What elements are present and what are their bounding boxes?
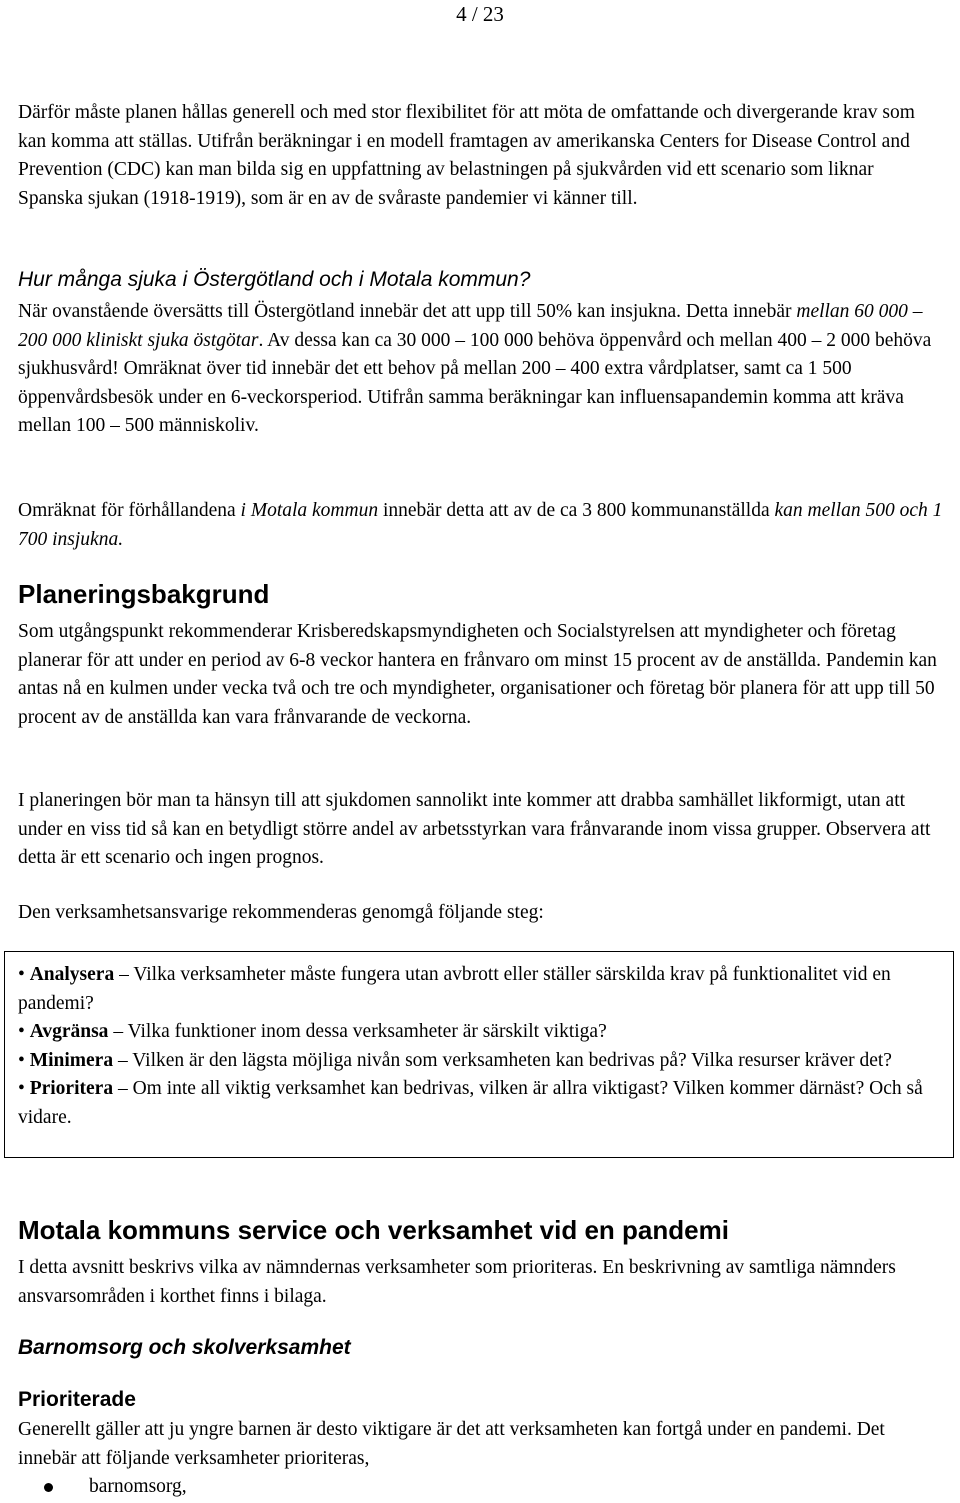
step-text: – Vilken är den lägsta möjliga nivån som verksamheten kan bedrivas på? Vilka resurser kräver det?	[113, 1049, 892, 1071]
step-term: Prioritera	[29, 1078, 114, 1099]
step-term: Avgränsa	[29, 1021, 109, 1042]
bullet: •	[18, 964, 25, 985]
steps-list	[18, 961, 938, 1132]
bullet: •	[18, 1078, 25, 1099]
step-avgransa	[18, 1018, 938, 1047]
planering-heading: Planeringsbakgrund	[18, 579, 270, 609]
motala-estimate-paragraph	[18, 497, 943, 554]
ostergotland-paragraph	[18, 298, 943, 441]
step-minimera	[18, 1047, 938, 1076]
emphasis-text: kan mellan 500 och 1 700 insjukna.	[18, 500, 943, 550]
emphasis-text: i Motala kommun	[240, 500, 379, 521]
prioriterade-subheading: Prioriterade	[18, 1388, 136, 1411]
bullet: •	[18, 1021, 25, 1042]
text-run: innebär detta att av de ca 3 800 kommunanställda	[378, 500, 775, 521]
text-run: . Av dessa kan ca 30 000 – 100 000 behöva öppenvård och mellan 400 – 2 000 behöva sjukhusvård! Omräknat över tid innebär det ett behov på mellan 200 – 400 extra vårdplatser, samt ca 1 500 öppenvårdsbesök under en 6-veckorsperiod. Utifrån samma beräkningar kan influensapandemin komma att kräva mellan 100 – 500 människoliv.	[18, 329, 932, 436]
list-item-text: barnomsorg,	[89, 1476, 187, 1497]
step-analysera	[18, 961, 938, 1018]
text-run: När ovanstående översätts till Östergötland innebär det att upp till 50% kan insjukna. Detta innebär	[18, 301, 797, 322]
motala-paragraph: I detta avsnitt beskrivs vilka av nämndernas verksamheter som prioriteras. En beskrivning av samtliga nämnders ansvarsområden i korthet finns i bilaga.	[18, 1257, 896, 1307]
text-run: Omräknat för förhållandena	[18, 500, 241, 521]
barnomsorg-paragraph: Generellt gäller att ju yngre barnen är desto viktigare är det att verksamheten kan fortgå under en pandemi. Det innebär att följande verksamheter prioriteras,	[18, 1419, 885, 1469]
step-term: Analysera	[29, 964, 115, 985]
planering-paragraph-2: I planeringen bör man ta hänsyn till att sjukdomen sannolikt inte kommer att drabba samhället likformigt, utan att under en viss tid så kan en betydligt större andel av arbetsstyrkan vara frånvarande inom vissa grupper. Observera att detta är ett scenario och ingen prognos.	[18, 790, 931, 868]
step-term: Minimera	[29, 1049, 114, 1071]
bullet: •	[18, 1049, 25, 1071]
step-text: – Vilka verksamheter måste fungera utan avbrott eller ställer särskilda krav på funktionalitet vid en pandemi?	[18, 964, 891, 1014]
step-prioritera	[18, 1075, 938, 1132]
planering-paragraph-1: Som utgångspunkt rekommenderar Krisberedskapsmyndigheten och Socialstyrelsen att myndigheter och företag planerar för att under en period av 6-8 veckor hantera en frånvaro om minst 15 procent av de anställda. Pandemin kan antas nå en kulmen under vecka två och tre och myndigheter, organisationer och företag bör planera för att upp till 50 procent av de anställda kan vara frånvarande de veckorna.	[18, 621, 937, 728]
barnomsorg-heading: Barnomsorg och skolverksamhet	[18, 1336, 351, 1359]
page-number: 4 / 23	[456, 2, 504, 26]
intro-paragraph: Därför måste planen hållas generell och med stor flexibilitet för att möta de omfattande och divergerande krav som kan komma att ställas. Utifrån beräkningar i en modell framtagen av amerikanska Centers for Disease Control and Prevention (CDC) kan man bilda sig en uppfattning av belastningen på sjukvården vid ett scenario som liknar Spanska sjukan (1918-1919), som är en av de svåraste pandemier vi känner till.	[18, 102, 915, 209]
planering-paragraph-3: Den verksamhetsansvarige rekommenderas genomgå följande steg:	[18, 902, 544, 923]
steps-box	[4, 951, 954, 1158]
ostergotland-heading: Hur många sjuka i Östergötland och i Motala kommun?	[18, 268, 531, 291]
step-text: – Vilka funktioner inom dessa verksamheter är särskilt viktiga?	[108, 1021, 607, 1042]
motala-heading: Motala kommuns service och verksamhet vid en pandemi	[18, 1215, 729, 1245]
emphasis-text: mellan 60 000 – 200 000 kliniskt sjuka östgötar	[18, 301, 923, 351]
bullet-dot-icon	[44, 1483, 53, 1492]
step-text: – Om inte all viktig verksamhet kan bedrivas, vilken är allra viktigast? Vilken kommer därnäst? Och så vidare.	[18, 1078, 923, 1128]
